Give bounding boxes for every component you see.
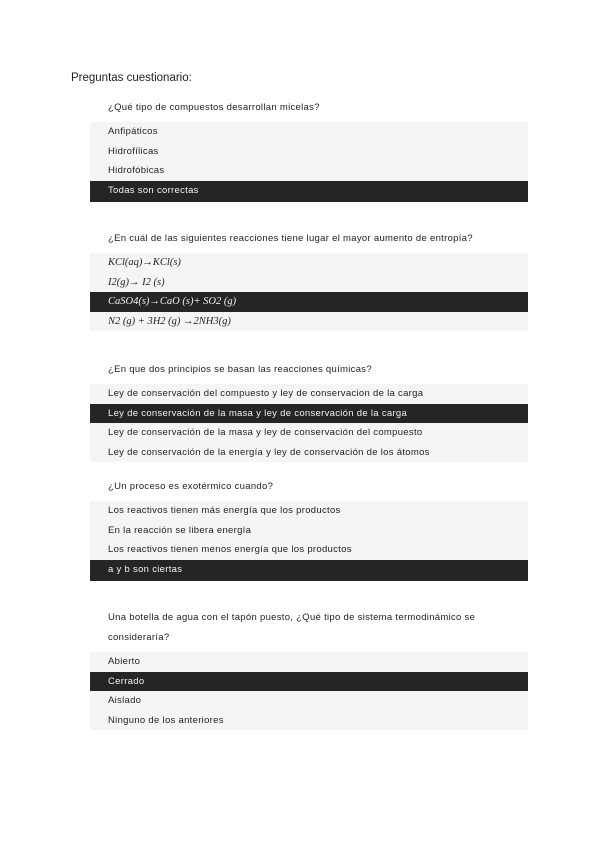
question-3 — [90, 360, 528, 462]
question-text: ¿En cuál de las siguientes reacciones tiene lugar el mayor aumento de entropía? — [108, 233, 473, 244]
option-aislado[interactable]: Aislado — [108, 695, 142, 706]
options-list — [90, 253, 528, 331]
question-text-line2: consideraría? — [108, 632, 170, 643]
option-ninguno[interactable]: Ninguno de los anteriores — [108, 714, 224, 726]
option-compuesto-carga[interactable]: Ley de conservación del compuesto y ley de conservacion de la carga — [108, 388, 424, 399]
option-todas-correctas[interactable]: Todas son correctas — [90, 181, 528, 202]
option-kcl[interactable]: KCl(aq)→KCl(s) — [108, 257, 181, 268]
options-list — [90, 501, 528, 581]
option-caso4[interactable]: CaSO4(s)→CaO (s)+ SO2 (g) — [90, 292, 528, 312]
question-1 — [90, 98, 528, 202]
option-abierto[interactable]: Abierto — [108, 656, 141, 667]
question-text: ¿En que dos principios se basan las reacciones químicas? — [108, 364, 372, 375]
page-title: Preguntas cuestionario: — [71, 72, 192, 84]
option-anfipaticos[interactable]: Anfipáticos — [108, 126, 158, 137]
option-a-y-b[interactable]: a y b son ciertas — [90, 560, 528, 581]
option-libera-energia[interactable]: En la reacción se libera energía — [108, 524, 252, 536]
option-energia-atomos[interactable]: Ley de conservación de la energía y ley de conservación de los átomos — [108, 446, 430, 458]
option-n2[interactable]: N2 (g) + 3H2 (g) →2NH3(g) — [108, 315, 231, 327]
options-list — [90, 652, 528, 730]
option-menos-energia[interactable]: Los reactivos tienen menos energía que los productos — [108, 544, 352, 555]
option-mas-energia[interactable]: Los reactivos tienen más energía que los productos — [108, 505, 341, 516]
option-masa-compuesto[interactable]: Ley de conservación de la masa y ley de conservación del compuesto — [108, 427, 423, 438]
options-list — [90, 122, 528, 202]
question-text: ¿Qué tipo de compuestos desarrollan micelas? — [108, 102, 320, 113]
question-text-line1: Una botella de agua con el tapón puesto, ¿Qué tipo de sistema termodinámico se — [108, 612, 476, 623]
question-2 — [90, 229, 528, 331]
question-text: ¿Un proceso es exotérmico cuando? — [108, 481, 274, 492]
option-i2[interactable]: I2(g)→ I2 (s) — [108, 276, 165, 288]
option-cerrado[interactable]: Cerrado — [90, 672, 528, 692]
question-5 — [90, 608, 528, 730]
question-4 — [90, 477, 528, 581]
option-hidrofilicas[interactable]: Hidrofílicas — [108, 145, 159, 157]
option-masa-carga[interactable]: Ley de conservación de la masa y ley de conservación de la carga — [90, 404, 528, 424]
options-list — [90, 384, 528, 462]
option-hidrofobicas[interactable]: Hidrofóbicas — [108, 165, 165, 176]
